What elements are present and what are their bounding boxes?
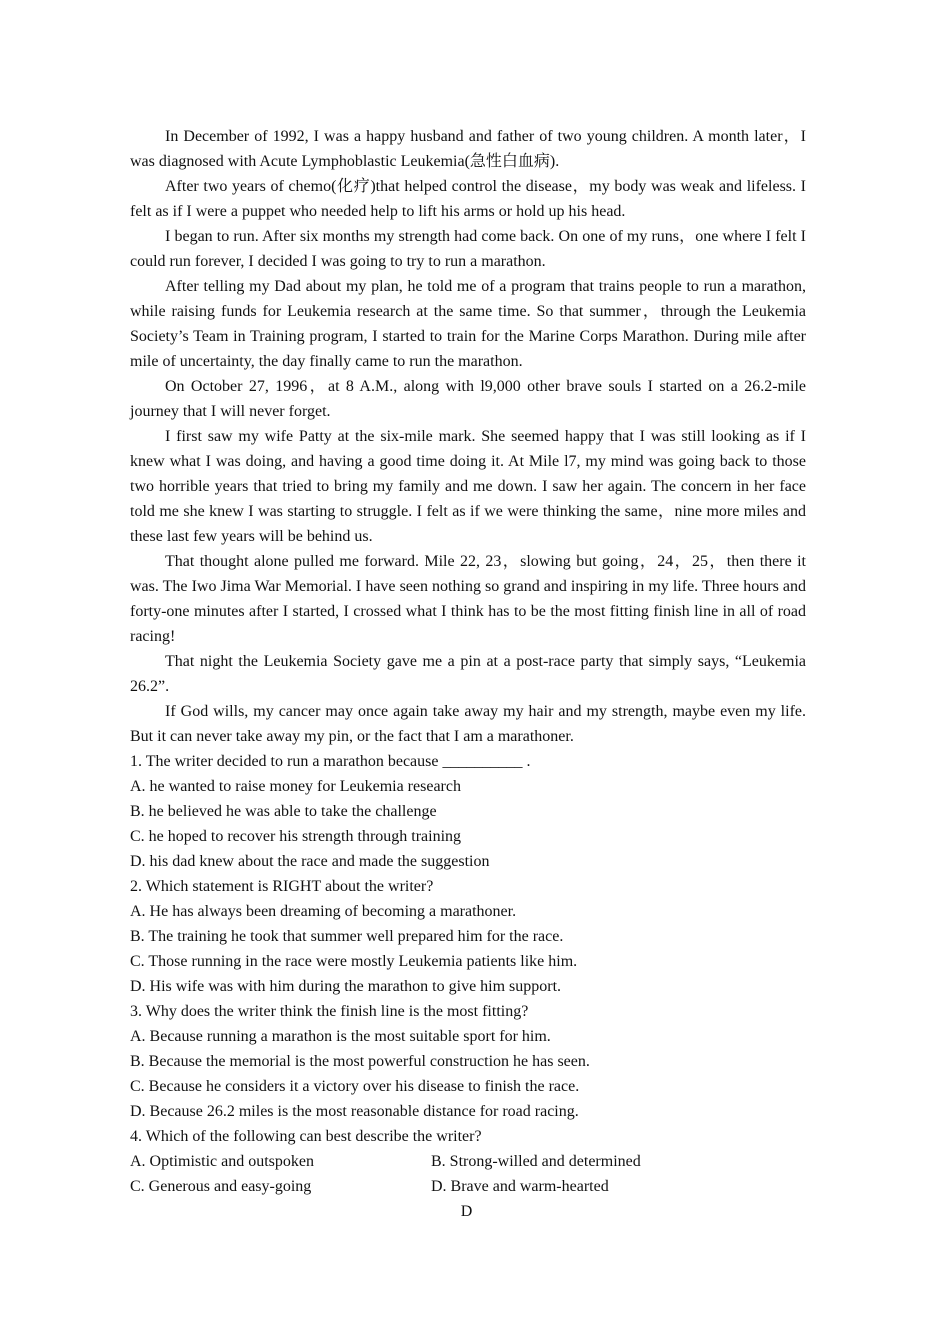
- option-a: A. he wanted to raise money for Leukemia research: [130, 778, 461, 795]
- passage-paragraph-4: After telling my Dad about my plan, he told me of a program that trains people to run a marathon, while raising funds for Leukemia research at the same time. So that summer，through the Leukemia Society’s Team in Training program, I started to train for the Marine Corps Marathon. During mile after mile of uncertainty, the day finally came to run the marathon.: [130, 278, 806, 370]
- option-c: C. Because he considers it a victory over his disease to finish the race.: [130, 1078, 580, 1095]
- option-d: D. his dad knew about the race and made the suggestion: [130, 853, 490, 870]
- option-d: D. Because 26.2 miles is the most reasonable distance for road racing.: [130, 1103, 579, 1120]
- next-section-heading: D: [460, 1203, 473, 1220]
- option-a: A. Optimistic and outspoken: [130, 1153, 314, 1170]
- question-3: [130, 999, 806, 1124]
- passage-paragraph-7: That thought alone pulled me forward. Mile 22, 23，slowing but going，24，25，then there it was. The Iwo Jima War Memorial. I have seen nothing so grand and inspiring in my life. Three hours and forty-one minutes after I started, I crossed what I think has to be the most fitting finish line in all of road racing!: [130, 553, 806, 645]
- option-b: B. he believed he was able to take the challenge: [130, 803, 437, 820]
- option-row-2: [130, 1174, 806, 1199]
- option-c: C. Those running in the race were mostly Leukemia patients like him.: [130, 953, 578, 970]
- question-stem: 2. Which statement is RIGHT about the writer?: [130, 878, 434, 895]
- passage-paragraph-9: If God wills, my cancer may once again take away my hair and my strength, maybe even my life. But it can never take away my pin, or the fact that I am a marathoner.: [130, 703, 806, 745]
- question-stem: 1. The writer decided to run a marathon because __________ .: [130, 753, 531, 770]
- exam-page: [130, 124, 806, 1224]
- option-a: A. Because running a marathon is the most suitable sport for him.: [130, 1028, 551, 1045]
- passage-paragraph-6: I first saw my wife Patty at the six-mile mark. She seemed happy that I was still looking as if I knew what I was doing, and having a good time doing it. At Mile l7, my mind was going back to those two horrible years that tried to bring my family and me down. I saw her again. The concern in her face told me she knew I was starting to struggle. I felt as if we were thinking the same，nine more miles and these last few years will be behind us.: [130, 428, 806, 545]
- passage-paragraph-5: On October 27, 1996，at 8 A.M., along with l9,000 other brave souls I started on a 26.2-mile journey that I will never forget.: [130, 378, 806, 420]
- option-d: D. Brave and warm-hearted: [431, 1178, 609, 1195]
- question-stem: 3. Why does the writer think the finish line is the most fitting?: [130, 1003, 529, 1020]
- question-1: [130, 749, 806, 874]
- passage-paragraph-8: That night the Leukemia Society gave me a pin at a post-race party that simply says, “Leukemia 26.2”.: [130, 653, 806, 695]
- option-b: B. The training he took that summer well prepared him for the race.: [130, 928, 564, 945]
- option-a: A. He has always been dreaming of becoming a marathoner.: [130, 903, 517, 920]
- passage-paragraph-2: After two years of chemo(化疗)that helped control the disease，my body was weak and lifeless. I felt as if I were a puppet who needed help to lift his arms or hold up his head.: [130, 178, 806, 220]
- option-c: C. Generous and easy-going: [130, 1178, 312, 1195]
- passage-paragraph-3: I began to run. After six months my strength had come back. On one of my runs，one where I felt I could run forever, I decided I was going to try to run a marathon.: [130, 228, 807, 270]
- option-b: B. Because the memorial is the most powerful construction he has seen.: [130, 1053, 590, 1070]
- option-d: D. His wife was with him during the marathon to give him support.: [130, 978, 562, 995]
- reading-passage: [130, 124, 806, 749]
- passage-paragraph-1: In December of 1992, I was a happy husband and father of two young children. A month later，I was diagnosed with Acute Lymphoblastic Leukemia(急性白血病).: [130, 128, 807, 170]
- question-stem: 4. Which of the following can best describe the writer?: [130, 1128, 482, 1145]
- question-4: [130, 1124, 806, 1199]
- question-2: [130, 874, 806, 999]
- option-b: B. Strong-willed and determined: [431, 1153, 641, 1170]
- option-row-1: [130, 1149, 806, 1174]
- option-c: C. he hoped to recover his strength through training: [130, 828, 462, 845]
